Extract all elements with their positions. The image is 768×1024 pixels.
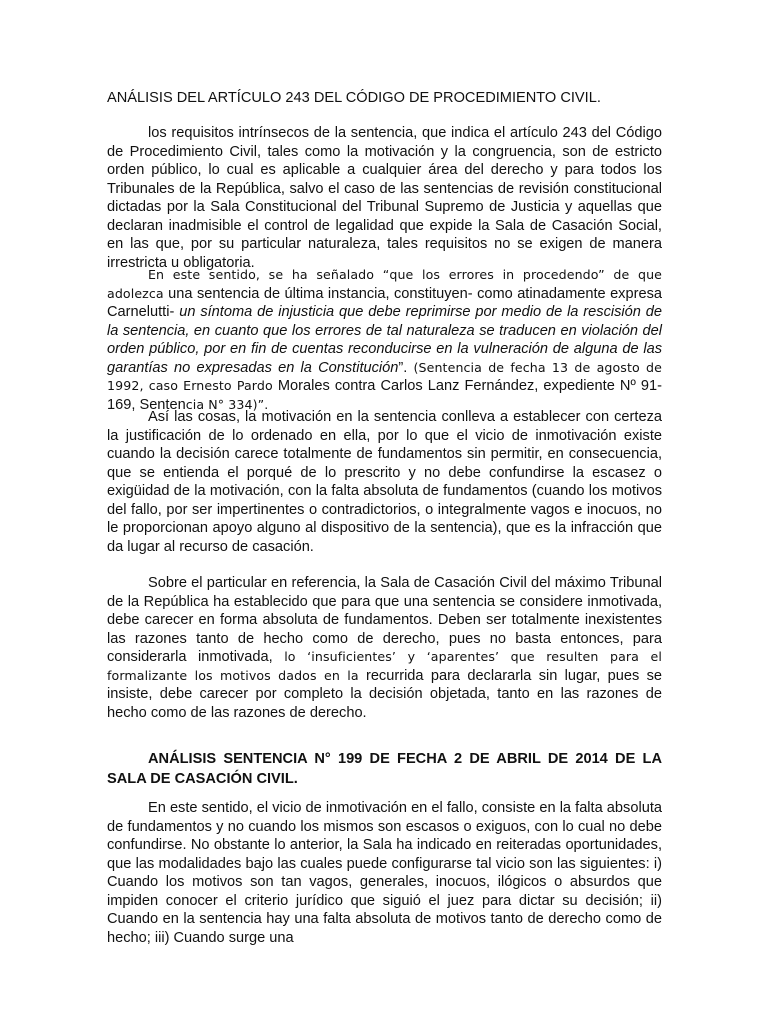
paragraph-2-quote-end: ”.: [398, 359, 414, 376]
paragraph-1-text: los requisitos intrínsecos de la sentencia, que indica el artículo 243 del Código de Procedimiento Civil, tales como la motivación y la congruencia, son de estricto orden público, lo cual es aplicable a cualquier área del derecho y para todos los Tribunales de la República, salvo el caso de las sentencias de revisión constitucional dictadas por la Sala Constitucional del Tribunal Supremo de Justicia y aquellas que declaran inadmisible el control de legalidad que expide la Sala de Casación Social, en las que, por su particular naturaleza, tales requisitos no se exigen de manera irrestricta u obligatoria.: [107, 125, 662, 271]
document-title: ANÁLISIS DEL ARTÍCULO 243 DEL CÓDIGO DE PROCEDIMIENTO CIVIL.: [107, 90, 601, 106]
paragraph-4-text-end: recurrida para declararla sin lugar, pues se insiste, debe carecer por completo la decisión objetada, tanto en las razones de hecho como de las razones de derecho.: [107, 667, 662, 721]
paragraph-4-text: Sobre el particular en referencia, la Sala de Casación Civil del máximo Tribunal de la República ha establecido que para que una sentencia se considere inmotivada, debe carecer en forma absoluta de fundamentos. Deben ser totalmente inexistentes las razones tanto de hecho como de derecho, pues no basta entonces, para considerarla inmotivada,: [107, 575, 662, 665]
paragraph-2-body: una sentencia de última instancia, constituyen- como atinadamente expresa Carnelutti-: [107, 285, 662, 320]
paragraph-5: [107, 799, 662, 947]
paragraph-4-quoted-line: lo ‘insuficientes’ y ‘aparentes’ que resulten para el formalizante los motivos dados en la: [107, 649, 662, 683]
paragraph-2-intro: En este sentido, se ha señalado “que los errores in procedendo” de que adolezca: [107, 267, 662, 301]
paragraph-2: [107, 266, 662, 414]
paragraph-2-citation: (Sentencia de fecha 13 de agosto de 1992, caso Ernesto Pardo: [107, 359, 662, 393]
paragraph-2-citation-end: cia N° 334)”.: [185, 396, 269, 412]
section-heading: [107, 749, 662, 789]
paragraph-3-text: Así las cosas, la motivación en la sentencia conlleva a establecer con certeza la justificación de lo ordenado en ella, por lo que el vicio de inmotivación existe cuando la decisión carece totalmente de fundamentos sin permitir, en consecuencia, que se entienda el porqué de lo prescrito y no debe confundirse la escasez o exigüidad de la motivación, con la falta absoluta de fundamentos (cuando los motivos del fallo, por ser impertinentes o contradictorios, o integralmente vagos e inocuos, no le proporcionan apoyo alguno al dispositivo de la sentencia), que es la infracción que da lugar al recurso de casación.: [107, 409, 662, 555]
paragraph-5-text: En este sentido, el vicio de inmotivación en el fallo, consiste en la falta absoluta de fundamentos y no cuando los mismos son escasos o exiguos, con lo cual no debe confundirse. No obstante lo anterior, la Sala ha indicado en reiteradas oportunidades, que las modalidades bajo las cuales puede configurarse tal vicio son las siguientes: i) Cuando los motivos son tan vagos, generales, inocuos, ilógicos o absurdos que impiden conocer el criterio jurídico que siguió el juez para dictar su decisión; ii) Cuando en la sentencia hay una falta absoluta de motivos tanto de derecho como de hecho; iii) Cuando surge una: [107, 800, 662, 946]
paragraph-3: [107, 408, 662, 556]
paragraph-2-quote: un síntoma de injusticia que debe reprimirse por medio de la rescisión de la sentencia, en cuanto que los errores de tal naturaleza se traducen en violación del orden público, por en fin de cuentas reconducirse en la vulneración de alguna de las garantías no expresadas en la Constitución: [107, 304, 662, 376]
paragraph-2-citation-cont: Morales contra Carlos Lanz Fernández, expediente Nº 91-169, Senten: [107, 378, 662, 413]
paragraph-4: [107, 574, 662, 722]
section-heading-text: ANÁLISIS SENTENCIA N° 199 DE FECHA 2 DE ABRIL DE 2014 DE LA SALA DE CASACIÓN CIVIL.: [107, 751, 662, 787]
paragraph-1: [107, 124, 662, 272]
